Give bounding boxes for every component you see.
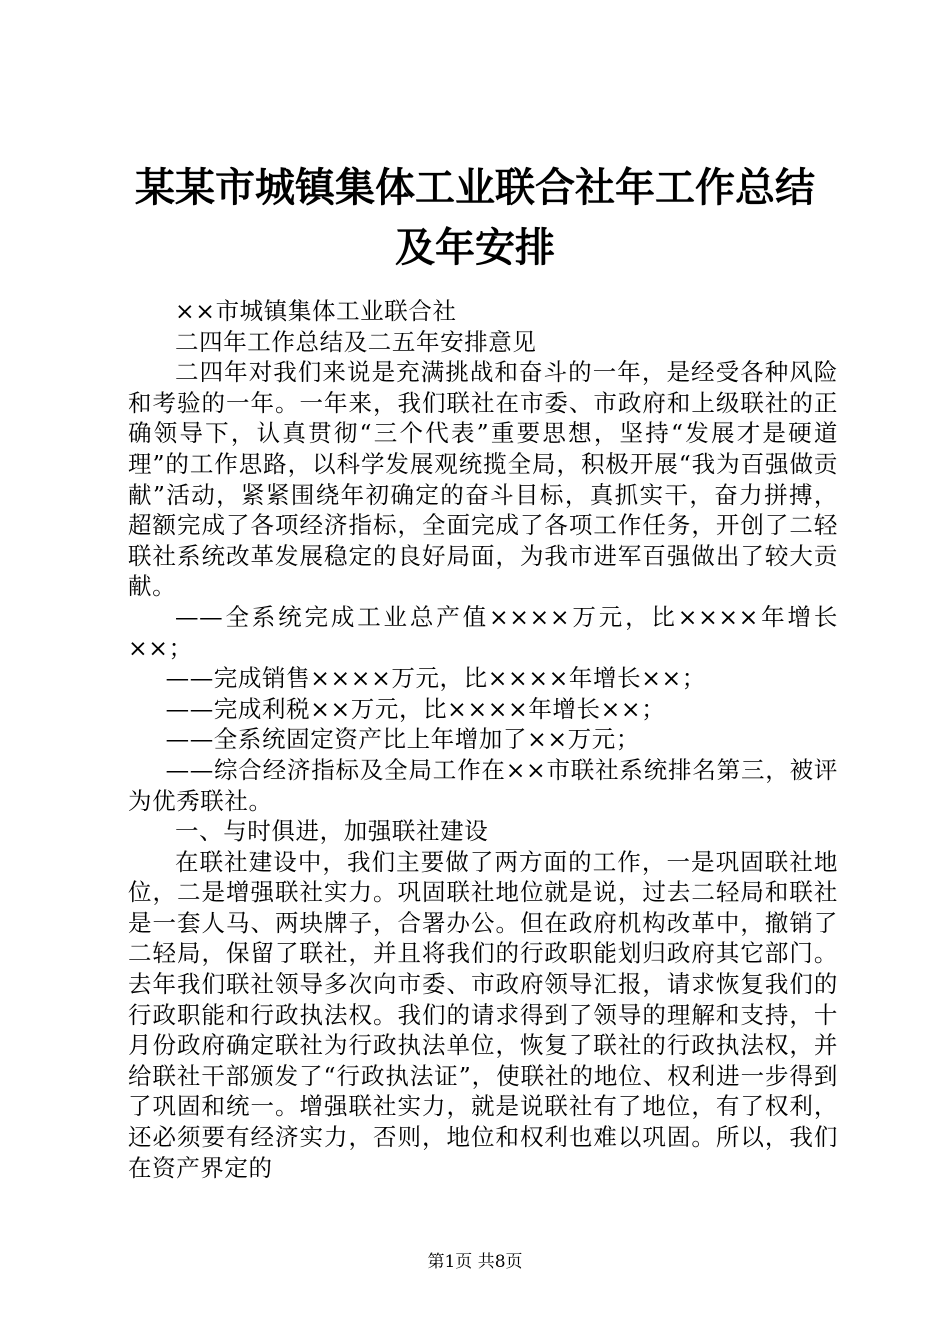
intro-paragraph: 二四年对我们来说是充满挑战和奋斗的一年，是经受各种风险和考验的一年。一年来，我们联社在市委、市政府和上级联社的正确领导下，认真贯彻“三个代表”重要思想，坚持“发展才是硬道理”的工作思路，以科学发展观统揽全局，积极开展“我为百强做贡献”活动，紧紧围绕年初确定的奋斗目标，真抓实干，奋力拼搏，超额完成了各项经济指标，全面完成了各项工作任务，开创了二轻联社系统改革发展稳定的良好局面，为我市进军百强做出了较大贡献。 <box>128 358 838 601</box>
achievement-item: ——完成利税××万元，比××××年增长××； <box>165 694 666 723</box>
achievement-item: ——全系统固定资产比上年增加了××万元； <box>165 725 640 754</box>
section-heading: 一、与时俱进，加强联社建设 <box>175 817 489 846</box>
page-footer: 第1页 共8页 <box>427 1252 523 1272</box>
achievement-item: ——完成销售××××万元，比××××年增长××； <box>165 664 706 693</box>
section-paragraph: 在联社建设中，我们主要做了两方面的工作，一是巩固联社地位，二是增强联社实力。巩固联社地位就是说，过去二轻局和联社是一套人马、两块牌子，合署办公。但在政府机构改革中，撤销了二轻局，保留了联社，并且将我们的行政职能划归政府其它部门。去年我们联社领导多次向市委、市政府领导汇报，请求恢复我们的行政职能和行政执法权。我们的请求得到了领导的理解和支持，十月份政府确定联社为行政执法单位，恢复了联社的行政执法权，并给联社干部颁发了“行政执法证”，使联社的地位、权利进一步得到了巩固和统一。增强联社实力，就是说联社有了地位，有了权利，还必须要有经济实力，否则，地位和权利也难以巩固。所以，我们在资产界定的 <box>128 847 838 1182</box>
subtitle-line: 二四年工作总结及二五年安排意见 <box>175 327 537 356</box>
achievement-item: ——全系统完成工业总产值××××万元，比××××年增长××； <box>128 602 838 662</box>
achievement-item: ——综合经济指标及全局工作在××市联社系统排名第三，被评为优秀联社。 <box>128 755 838 815</box>
document-title: 某某市城镇集体工业联合社年工作总结及年安排 <box>135 164 815 271</box>
organization-line: ××市城镇集体工业联合社 <box>175 297 457 325</box>
document-body <box>128 296 838 1183</box>
